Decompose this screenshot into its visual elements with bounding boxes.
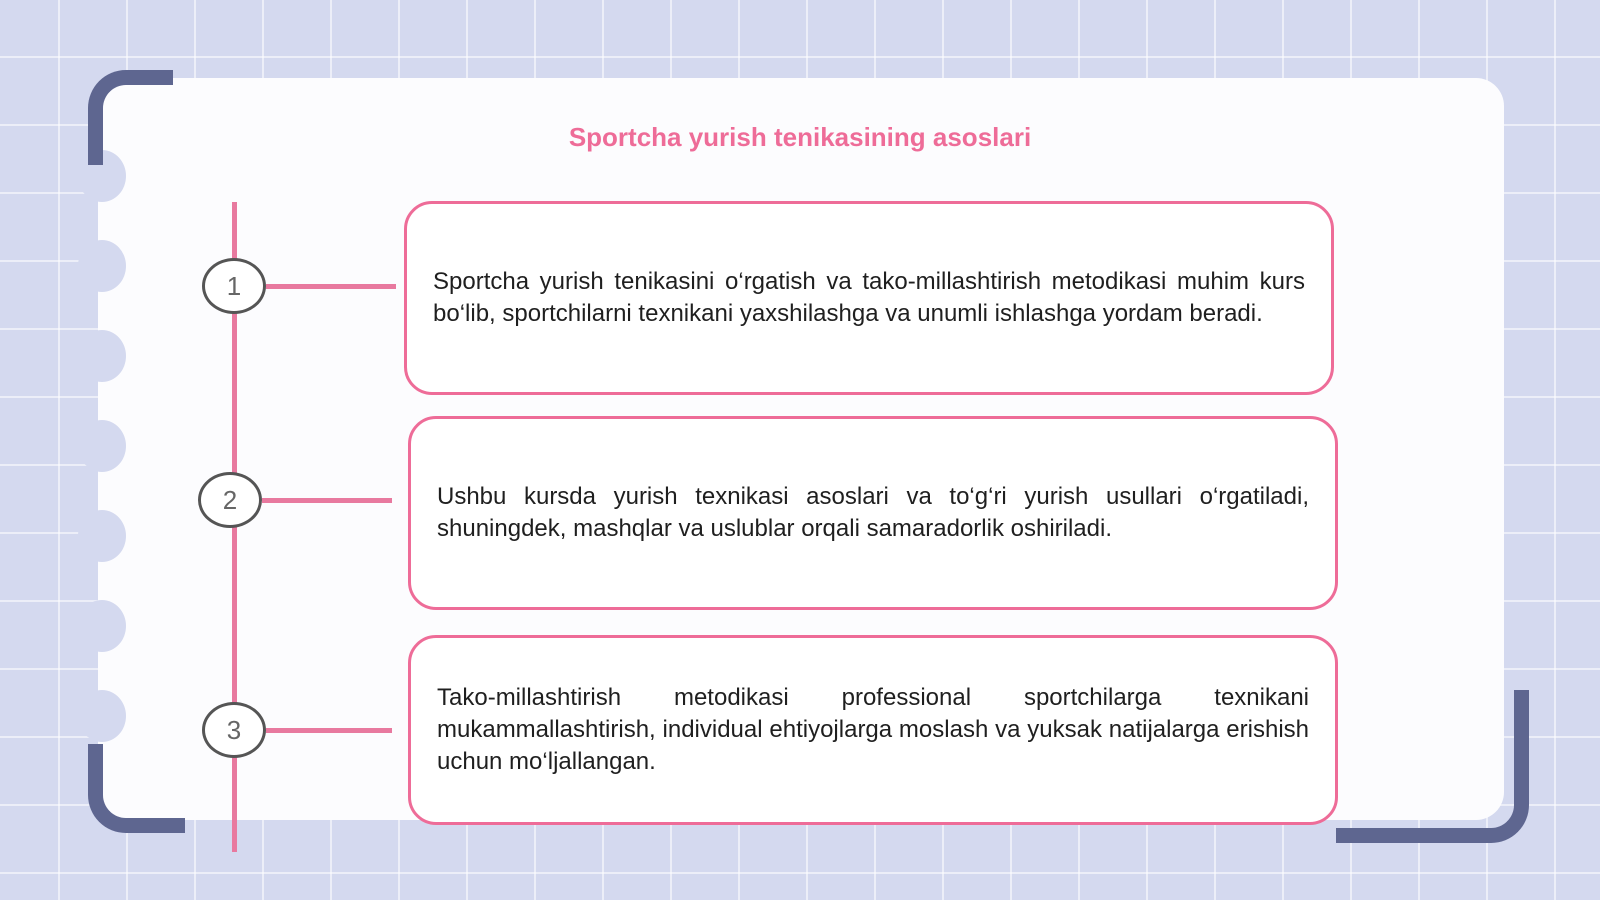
timeline-connector-2 (262, 498, 392, 503)
step-text-1: Sportcha yurish tenikasini o‘rgatish va tako-millashtirish metodikasi muhim kurs bo‘lib, sportchilarni texnikani yaxshilashga va unumli ishlashga yordam beradi. (433, 268, 1305, 327)
sheet-edge-notch (78, 240, 126, 292)
sheet-edge-notch (78, 420, 126, 472)
sheet-edge-notch (78, 690, 126, 742)
sheet-edge-notch (78, 510, 126, 562)
frame-corner-bottom-left (88, 744, 185, 833)
sheet-edge-notch (78, 330, 126, 382)
sheet-edge-notch (78, 600, 126, 652)
timeline-connector-3 (266, 728, 392, 733)
step-number-3: 3 (202, 702, 266, 758)
step-card-2 (408, 416, 1338, 610)
step-number-2: 2 (198, 472, 262, 528)
slide-title: Sportcha yurish tenikasining asoslari (568, 122, 1032, 152)
step-card-3 (408, 635, 1338, 825)
step-number-1: 1 (202, 258, 266, 314)
step-card-1 (404, 201, 1334, 395)
timeline-connector-1 (266, 284, 396, 289)
step-text-2: Ushbu kursda yurish texnikasi asoslari va to‘g‘ri yurish usullari o‘rgatiladi, shuningdek, mashqlar va uslublar orqali samaradorlik oshiriladi. (437, 483, 1309, 542)
frame-corner-bottom-right (1336, 690, 1529, 843)
step-text-3: Tako-millashtirish metodikasi professional sportchilarga texnikani mukammallashtirish, individual ehtiyojlarga moslash va yuksak natijalarga erishish uchun mo‘ljallangan. (437, 684, 1309, 775)
